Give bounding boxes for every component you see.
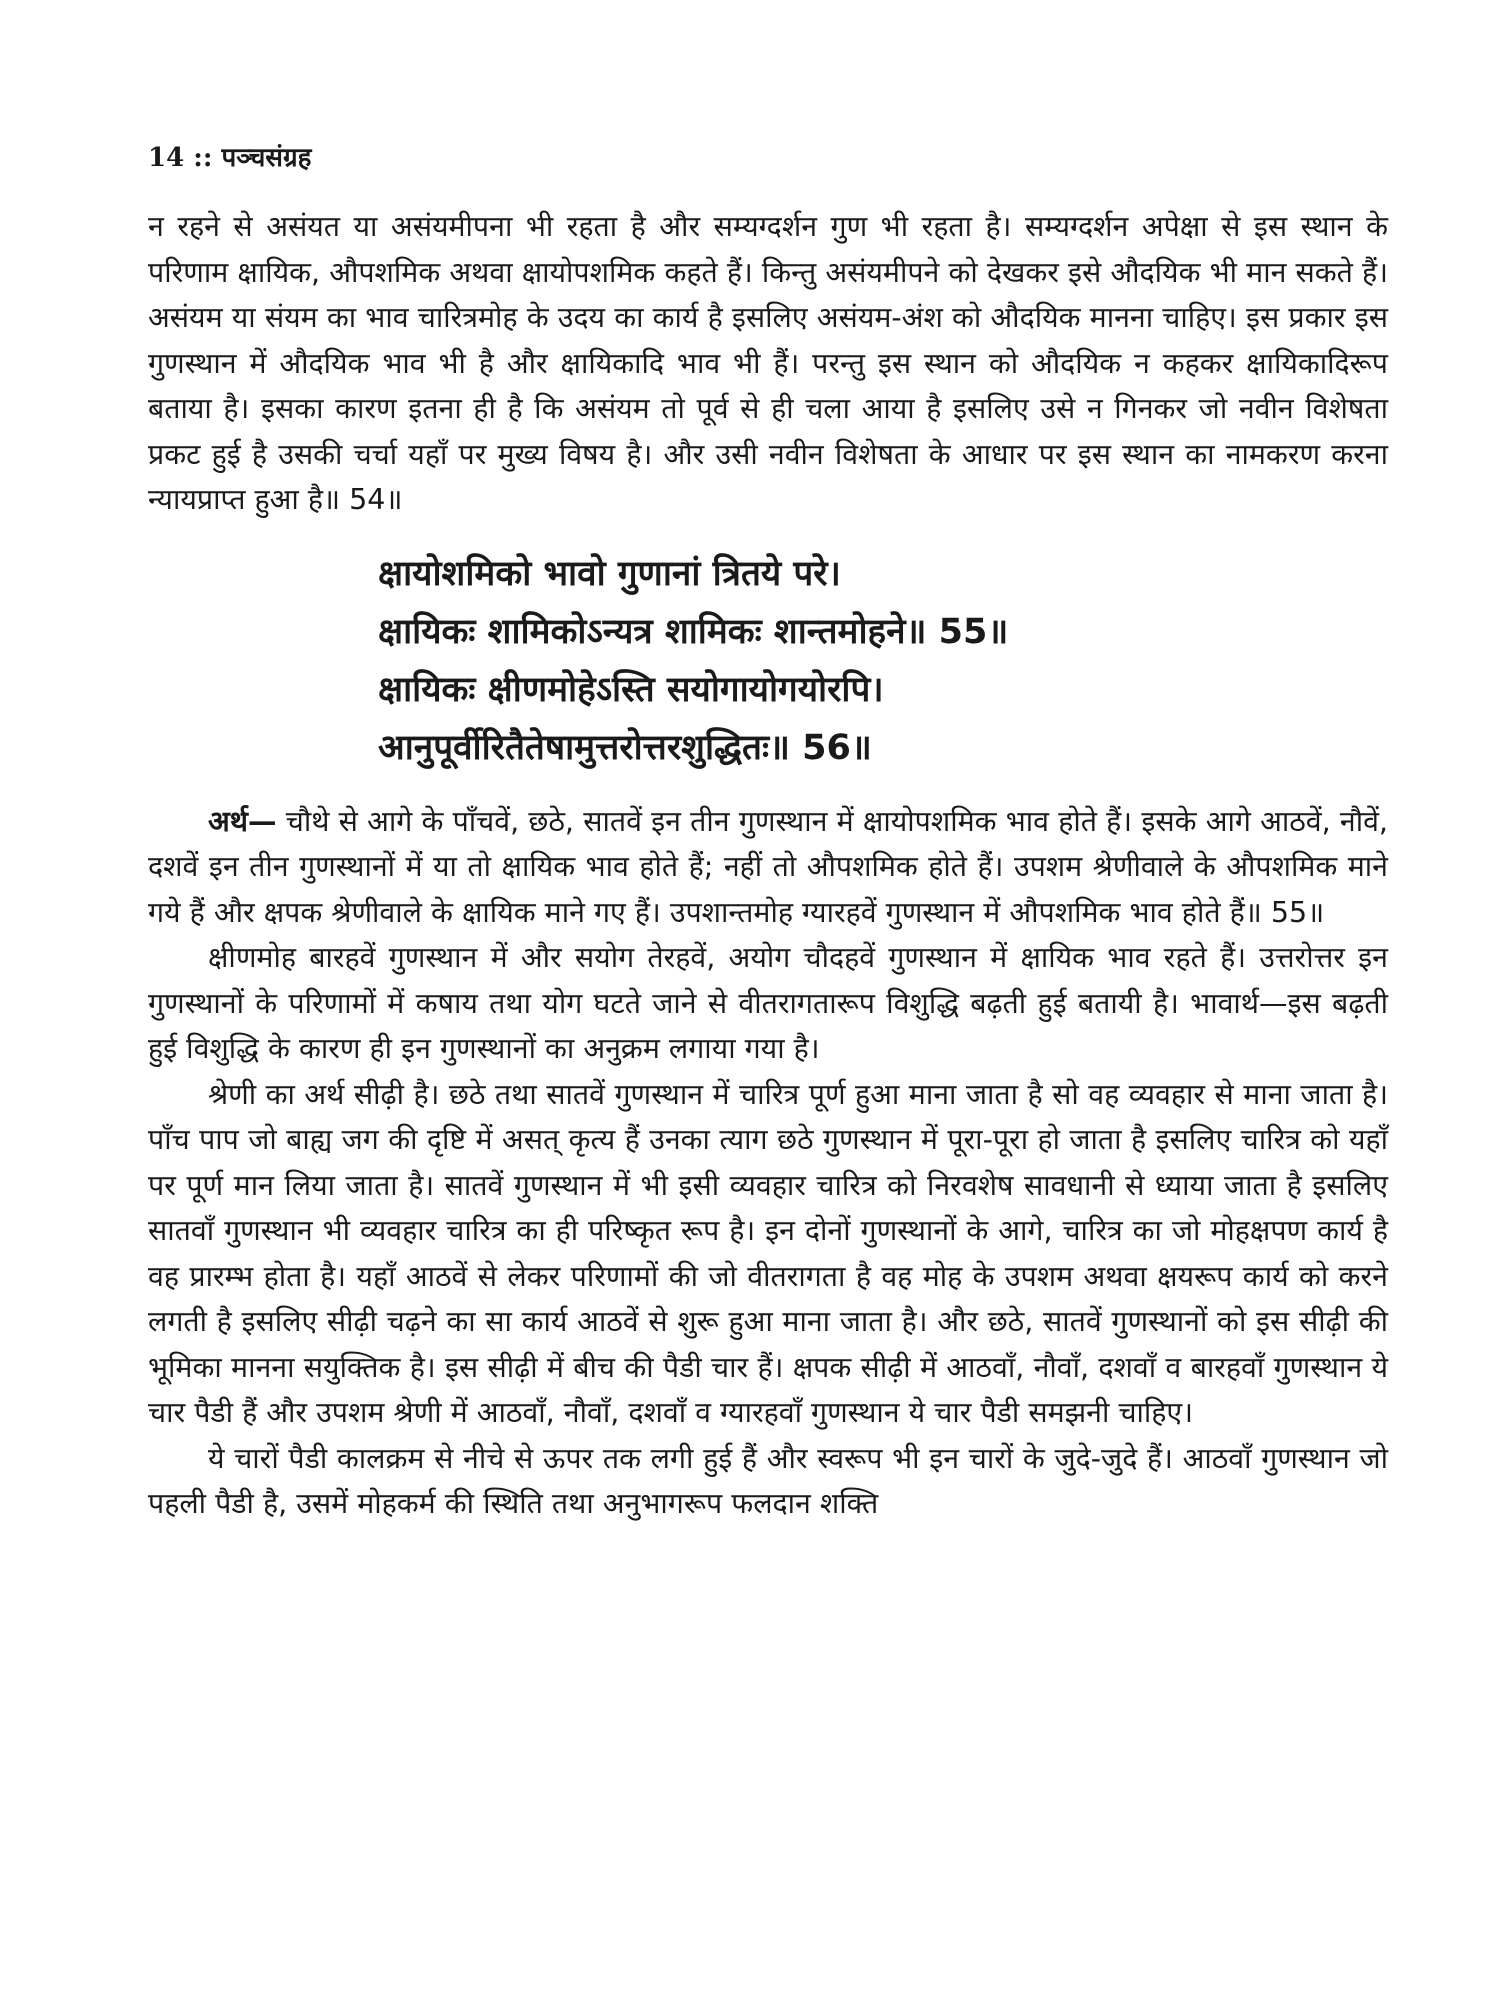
artha-paragraph (148, 799, 1388, 936)
book-page (148, 140, 1388, 1960)
artha-lead: अर्थ— (208, 804, 277, 838)
paragraph: श्रेणी का अर्थ सीढ़ी है। छठे तथा सातवें गुणस्थान में चारित्र पूर्ण हुआ माना जाता है सो वह व्यवहार से माना जाता है। पाँच पाप जो बाह्य जग की दृष्टि में असत् कृत्य हैं उनका त्याग छठे गुणस्थान में पूरा-पूरा हो जाता है इसलिए चारित्र को यहाँ पर पूर्ण मान लिया जाता है। सातवें गुणस्थान में भी इसी व्यवहार चारित्र को निरवशेष सावधानी से ध्याया जाता है इसलिए सातवाँ गुणस्थान भी व्यवहार चारित्र का ही परिष्कृत रूप है। इन दोनों गुणस्थानों के आगे, चारित्र का जो मोहक्षपण कार्य है वह प्रारम्भ होता है। यहाँ आठवें से लेकर परिणामों की जो वीतरागता है वह मोह के उपशम अथवा क्षयरूप कार्य को करने लगती है इसलिए सीढ़ी चढ़ने का सा कार्य आठवें से शुरू हुआ माना जाता है। और छठे, सातवें गुणस्थानों को इस सीढ़ी की भूमिका मानना सयुक्तिक है। इस सीढ़ी में बीच की पैडी चार हैं। क्षपक सीढ़ी में आठवाँ, नौवाँ, दशवाँ व बारहवाँ गुणस्थान ये चार पैडी हैं और उपशम श्रेणी में आठवाँ, नौवाँ, दशवाँ व ग्यारहवाँ गुणस्थान ये चार पैडी समझनी चाहिए। (148, 1077, 1388, 1429)
paragraph: ये चारों पैडी कालक्रम से नीचे से ऊपर तक लगी हुई हैं और स्वरूप भी इन चारों के जुदे-जुदे हैं। आठवाँ गुणस्थान जो पहली पैडी है, उसमें मोहकर्म की स्थिति तथा अनुभागरूप फलदान शक्ति (148, 1441, 1388, 1520)
running-head: 14 :: पञ्चसंग्रह (148, 143, 312, 173)
verse-line: क्षायोशमिको भावो गुणानां त्रितये परे। (378, 553, 841, 594)
verse-line: क्षायिकः क्षीणमोहेऽस्ति सयोगायोगयोरपि। (378, 669, 884, 710)
verse-line: आनुपूर्वीरितैतेषामुत्तरोत्तरशुद्धितः॥ 56॥ (378, 727, 872, 768)
paragraph: क्षीणमोह बारहवें गुणस्थान में और सयोग तेरहवें, अयोग चौदहवें गुणस्थान में क्षायिक भाव रहते हैं। उत्तरोत्तर इन गुणस्थानों के परिणामों में कषाय तथा योग घटते जाने से वीतरागतारूप विशुद्धि बढ़ती हुई बतायी है। भावार्थ—इस बढ़ती हुई विशुद्धि के कारण ही इन गुणस्थानों का अनुक्रम लगाया गया है। (148, 941, 1388, 1065)
paragraph-continuation: न रहने से असंयत या असंयमीपना भी रहता है और सम्यग्दर्शन गुण भी रहता है। सम्यग्दर्शन अपेक्षा से इस स्थान के परिणाम क्षायिक, औपशमिक अथवा क्षायोपशमिक कहते हैं। किन्तु असंयमीपने को देखकर इसे औदयिक भी मान सकते हैं। असंयम या संयम का भाव चारित्रमोह के उदय का कार्य है इसलिए असंयम-अंश को औदयिक मानना चाहिए। इस प्रकार इस गुणस्थान में औदयिक भाव भी है और क्षायिकादि भाव भी हैं। परन्तु इस स्थान को औदयिक न कहकर क्षायिकादिरूप बताया है। इसका कारण इतना ही है कि असंयम तो पूर्व से ही चला आया है इसलिए उसे न गिनकर जो नवीन विशेषता प्रकट हुई है उसकी चर्चा यहाँ पर मुख्य विषय है। और उसी नवीन विशेषता के आधार पर इस स्थान का नामकरण करना न्यायप्राप्त हुआ है॥ 54॥ (148, 210, 1388, 516)
sanskrit-verses (378, 545, 1388, 777)
artha-text: चौथे से आगे के पाँचवें, छठे, सातवें इन तीन गुणस्थान में क्षायोपशमिक भाव होते हैं। इसके आगे आठवें, नौवें, दशवें इन तीन गुणस्थानों में या तो क्षायिक भाव होते हैं; नहीं तो औपशमिक होते हैं। उपशम श्रेणीवाले के औपशमिक माने गये हैं और क्षपक श्रेणीवाले के क्षायिक माने गए हैं। उपशान्तमोह ग्यारहवें गुणस्थान में औपशमिक भाव होते हैं॥ 55॥ (148, 804, 1388, 929)
verse-line: क्षायिकः शामिकोऽन्यत्र शामिकः शान्तमोहने॥ 55॥ (378, 611, 1009, 652)
